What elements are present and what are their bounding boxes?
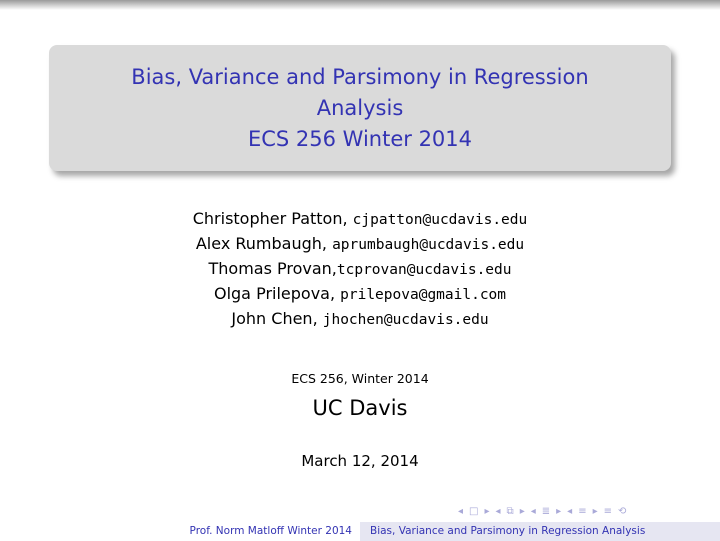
author-line (0, 307, 720, 332)
author-list (0, 207, 720, 332)
left-arrow-icon[interactable]: ◂ (530, 505, 536, 517)
title-line-1: Bias, Variance and Parsimony in Regression (131, 64, 589, 89)
footer-author: Prof. Norm Matloff Winter 2014 (0, 522, 360, 541)
author-email: jhochen@ucdavis.edu (322, 312, 489, 328)
subsection-icon[interactable]: ⧉ (506, 505, 514, 517)
author-line (0, 257, 720, 282)
section-icon[interactable]: ≣ (541, 505, 551, 517)
author-email: prilepova@gmail.com (340, 287, 507, 303)
title-line-3: ECS 256 Winter 2014 (247, 126, 473, 151)
left-arrow-icon[interactable]: ◂ (458, 505, 464, 517)
author-name: Christopher Patton, (192, 209, 353, 228)
footer (0, 522, 720, 541)
right-arrow-icon[interactable]: ▸ (556, 505, 562, 517)
right-arrow-icon[interactable]: ▸ (484, 505, 490, 517)
slide-icon[interactable]: ≡ (578, 505, 587, 517)
footer-title: Bias, Variance and Parsimony in Regression Analysis (360, 522, 720, 541)
navigation-controls (458, 505, 626, 517)
author-name: Alex Rumbaugh, (195, 234, 333, 253)
title-box (49, 45, 671, 171)
author-name: Thomas Provan, (208, 259, 337, 278)
left-arrow-icon[interactable]: ◂ (567, 505, 573, 517)
institute: UC Davis (312, 396, 408, 420)
date: March 12, 2014 (301, 452, 419, 470)
title-line-2: Analysis (316, 95, 404, 120)
frame-icon[interactable]: □ (469, 505, 479, 517)
institute-note: ECS 256, Winter 2014 (291, 371, 429, 386)
search-icon[interactable]: ⟲ (618, 505, 627, 517)
author-email: aprumbaugh@ucdavis.edu (332, 237, 525, 253)
author-line (0, 282, 720, 307)
author-email: tcprovan@ucdavis.edu (336, 262, 512, 278)
right-arrow-icon[interactable]: ▸ (592, 505, 598, 517)
author-name: John Chen, (231, 309, 323, 328)
align-icon[interactable]: ≡ (603, 505, 613, 517)
author-line (0, 232, 720, 257)
top-shade (0, 0, 720, 10)
author-email: cjpatton@ucdavis.edu (352, 212, 528, 228)
right-arrow-icon[interactable]: ▸ (519, 505, 525, 517)
left-arrow-icon[interactable]: ◂ (495, 505, 501, 517)
author-name: Olga Prilepova, (213, 284, 341, 303)
author-line (0, 207, 720, 232)
